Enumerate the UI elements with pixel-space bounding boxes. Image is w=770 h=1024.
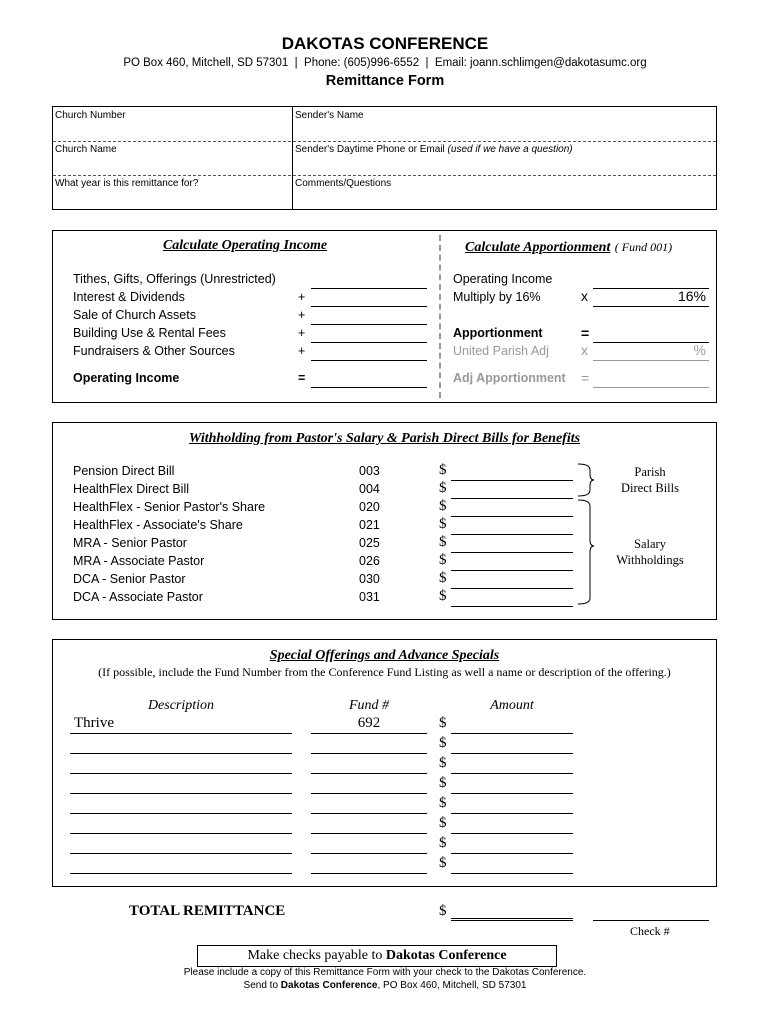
special-amount-input[interactable] bbox=[451, 793, 573, 794]
withholding-row-code: 004 bbox=[359, 482, 380, 496]
withholding-row-label: DCA - Associate Pastor bbox=[73, 590, 203, 604]
address: PO Box 460, Mitchell, SD 57301 bbox=[123, 57, 289, 69]
footer-note: Please include a copy of this Remittance Form with your check to the Dakotas Conference. bbox=[183, 967, 587, 978]
fund-label: ( Fund 001) bbox=[614, 240, 673, 254]
send-name: Dakotas Conference bbox=[280, 980, 378, 991]
info-table bbox=[52, 106, 717, 210]
withholding-row-label: HealthFlex - Senior Pastor's Share bbox=[73, 500, 266, 514]
phone: Phone: (605)996-6552 bbox=[304, 57, 420, 69]
total-currency: $ bbox=[439, 903, 447, 919]
plus-op: + bbox=[298, 326, 306, 340]
send-address: , PO Box 460, Mitchell, SD 57301 bbox=[377, 980, 527, 991]
parish-adj-value: % bbox=[693, 342, 706, 358]
special-amount-input[interactable] bbox=[451, 733, 573, 734]
payable-line bbox=[197, 948, 557, 964]
special-currency: $ bbox=[439, 755, 447, 771]
special-fund-input[interactable] bbox=[311, 733, 427, 734]
operating-income-total-input[interactable] bbox=[311, 387, 427, 388]
salary-withholdings-label: Salary Withholdings bbox=[616, 537, 684, 567]
special-fund-input[interactable] bbox=[311, 873, 427, 874]
send-prefix: Send to bbox=[243, 980, 279, 991]
special-title: Special Offerings and Advance Specials bbox=[269, 648, 500, 663]
parish-direct-bills-label: Parish Direct Bills bbox=[621, 465, 679, 495]
special-currency: $ bbox=[439, 795, 447, 811]
withholding-amount-input[interactable] bbox=[451, 588, 573, 589]
withholding-row-label: Pension Direct Bill bbox=[73, 464, 175, 478]
payable-name: Dakotas Conference bbox=[385, 948, 507, 963]
special-description-input[interactable] bbox=[70, 813, 292, 814]
apportionment-label: Apportionment bbox=[453, 326, 543, 340]
withholding-currency: $ bbox=[439, 462, 447, 478]
withholding-row-label: DCA - Senior Pastor bbox=[73, 572, 186, 586]
withholding-currency: $ bbox=[439, 552, 447, 568]
withholding-row-label: HealthFlex Direct Bill bbox=[73, 482, 190, 496]
separator: | bbox=[294, 57, 298, 69]
adj-apportionment-input[interactable] bbox=[593, 387, 709, 388]
special-description-input[interactable] bbox=[70, 793, 292, 794]
special-currency: $ bbox=[439, 775, 447, 791]
withholding-row-label: MRA - Associate Pastor bbox=[73, 554, 205, 568]
operating-total-label: Operating Income bbox=[73, 371, 180, 385]
withholding-currency: $ bbox=[439, 498, 447, 514]
adj-apportionment-equals: = bbox=[581, 370, 590, 386]
check-number-label: Check # bbox=[630, 924, 670, 938]
special-fund-input[interactable] bbox=[311, 833, 427, 834]
special-currency: $ bbox=[439, 835, 447, 851]
adj-apportionment-label: Adj Apportionment bbox=[453, 371, 566, 385]
tithes-input[interactable] bbox=[311, 288, 427, 289]
withholding-currency: $ bbox=[439, 534, 447, 550]
apportionment-header bbox=[465, 238, 672, 256]
parish-adj-label: United Parish Adj bbox=[453, 344, 549, 358]
withholding-amount-input[interactable] bbox=[451, 516, 573, 517]
col-fund: Fund # bbox=[348, 698, 390, 713]
withholding-currency: $ bbox=[439, 570, 447, 586]
operating-row-label: Interest & Dividends bbox=[73, 290, 185, 304]
special-amount-input[interactable] bbox=[451, 773, 573, 774]
church-number-field[interactable]: Church Number bbox=[55, 110, 126, 121]
withholding-currency: $ bbox=[439, 516, 447, 532]
equals-op: = bbox=[298, 371, 306, 385]
withholding-row-code: 025 bbox=[359, 536, 380, 550]
withholding-amount-input[interactable] bbox=[451, 534, 573, 535]
withholding-amount-input[interactable] bbox=[451, 606, 573, 607]
withholding-row-label: HealthFlex - Associate's Share bbox=[73, 518, 243, 532]
special-amount-input[interactable] bbox=[451, 753, 573, 754]
special-fund-input[interactable] bbox=[311, 853, 427, 854]
col-amount: Amount bbox=[490, 698, 534, 713]
withholding-row-code: 030 bbox=[359, 572, 380, 586]
email: Email: joann.schlimgen@dakotasumc.org bbox=[434, 57, 647, 69]
total-label: TOTAL REMITTANCE bbox=[129, 903, 286, 919]
remittance-year-field[interactable]: What year is this remittance for? bbox=[55, 178, 199, 189]
special-amount-input[interactable] bbox=[451, 873, 573, 874]
special-note: (If possible, include the Fund Number from the Conference Fund Listing as well a name or description of the offering.) bbox=[98, 665, 671, 679]
special-fund-input[interactable] bbox=[311, 813, 427, 814]
withholding-amount-input[interactable] bbox=[451, 570, 573, 571]
apportionment-title: Calculate Apportionment bbox=[465, 240, 611, 255]
withholding-row-code: 003 bbox=[359, 464, 380, 478]
senders-contact-note: (used if we have a question) bbox=[447, 144, 573, 155]
special-description-input[interactable] bbox=[70, 873, 292, 874]
building-use-input[interactable] bbox=[311, 342, 427, 343]
special-description-input[interactable] bbox=[70, 773, 292, 774]
withholding-row-code: 026 bbox=[359, 554, 380, 568]
withholding-row-code: 020 bbox=[359, 500, 380, 514]
withholding-currency: $ bbox=[439, 588, 447, 604]
operating-row-label: Building Use & Rental Fees bbox=[73, 326, 226, 340]
contact-line bbox=[0, 57, 770, 69]
special-fund-input[interactable] bbox=[311, 773, 427, 774]
operating-title: Calculate Operating Income bbox=[162, 238, 328, 253]
senders-contact-label: Sender's Daytime Phone or Email bbox=[295, 144, 445, 155]
special-amount-input[interactable] bbox=[451, 853, 573, 854]
senders-name-field[interactable]: Sender's Name bbox=[295, 110, 364, 121]
parish-adj-op: x bbox=[581, 342, 588, 358]
special-amount-input[interactable] bbox=[451, 813, 573, 814]
interest-input[interactable] bbox=[311, 306, 427, 307]
send-to-line bbox=[0, 980, 770, 991]
separator: | bbox=[425, 57, 429, 69]
form-title: Remittance Form bbox=[325, 73, 445, 89]
special-currency: $ bbox=[439, 735, 447, 751]
total-input[interactable] bbox=[451, 918, 573, 921]
multiply-value: 16% bbox=[677, 288, 706, 304]
multiply-op: x bbox=[581, 288, 588, 304]
special-currency: $ bbox=[439, 815, 447, 831]
withholding-row-code: 021 bbox=[359, 518, 380, 532]
withholding-amount-input[interactable] bbox=[451, 498, 573, 499]
withholding-title: Withholding from Pastor's Salary & Parish Direct Bills for Benefits bbox=[188, 431, 581, 446]
operating-row-label: Sale of Church Assets bbox=[73, 308, 196, 322]
comments-field[interactable]: Comments/Questions bbox=[295, 178, 392, 189]
special-currency: $ bbox=[439, 855, 447, 871]
special-description-input[interactable] bbox=[70, 853, 292, 854]
special-fund-input[interactable] bbox=[311, 753, 427, 754]
special-description-input[interactable] bbox=[70, 833, 292, 834]
parish-adj-input[interactable] bbox=[593, 360, 709, 361]
operating-row-label: Fundraisers & Other Sources bbox=[73, 344, 235, 358]
withholding-row-label: MRA - Senior Pastor bbox=[73, 536, 187, 550]
special-description: Thrive bbox=[74, 715, 114, 731]
multiply-label: Multiply by 16% bbox=[453, 290, 541, 304]
plus-op: + bbox=[298, 344, 306, 358]
special-fund: 692 bbox=[357, 715, 381, 731]
sale-assets-input[interactable] bbox=[311, 324, 427, 325]
apportionment-equals: = bbox=[581, 325, 590, 341]
special-description-input[interactable] bbox=[70, 733, 292, 734]
senders-contact-field[interactable] bbox=[295, 144, 573, 155]
org-name: DAKOTAS CONFERENCE bbox=[281, 34, 489, 53]
special-description-input[interactable] bbox=[70, 753, 292, 754]
withholding-amount-input[interactable] bbox=[451, 552, 573, 553]
operating-row-label: Tithes, Gifts, Offerings (Unrestricted) bbox=[73, 272, 276, 286]
special-currency: $ bbox=[439, 715, 447, 731]
withholding-currency: $ bbox=[439, 480, 447, 496]
plus-op: + bbox=[298, 290, 306, 304]
multiply-input bbox=[593, 306, 709, 307]
withholding-amount-input[interactable] bbox=[451, 480, 573, 481]
payable-prefix: Make checks payable to bbox=[247, 948, 383, 963]
check-number-input[interactable] bbox=[593, 920, 709, 921]
apportionment-op-income-label: Operating Income bbox=[453, 272, 553, 286]
special-amount-input[interactable] bbox=[451, 833, 573, 834]
plus-op: + bbox=[298, 308, 306, 322]
withholding-row-code: 031 bbox=[359, 590, 380, 604]
special-fund-input[interactable] bbox=[311, 793, 427, 794]
fundraisers-input[interactable] bbox=[311, 360, 427, 361]
church-name-field[interactable]: Church Name bbox=[55, 144, 117, 155]
col-description: Description bbox=[147, 698, 215, 713]
